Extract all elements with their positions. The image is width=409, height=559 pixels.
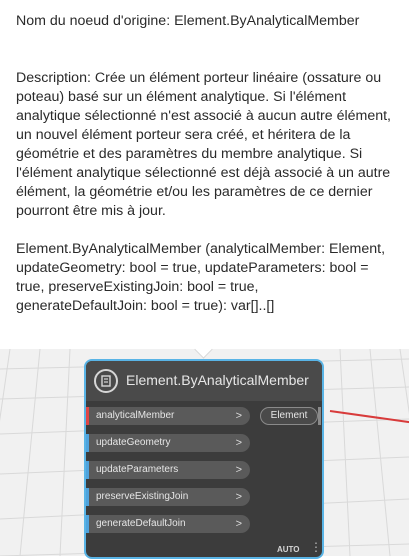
port-label: updateGeometry bbox=[96, 437, 171, 448]
node-title: Element.ByAnalyticalMember bbox=[126, 372, 309, 388]
output-port-marker bbox=[318, 407, 321, 425]
node-type-icon bbox=[94, 369, 118, 393]
input-port-preserve-existing-join[interactable] bbox=[86, 488, 250, 506]
output-port-element[interactable]: Element bbox=[260, 407, 318, 425]
chevron-right-icon[interactable]: > bbox=[235, 464, 242, 476]
chevron-right-icon[interactable]: > bbox=[235, 437, 242, 449]
chevron-right-icon[interactable]: > bbox=[235, 518, 242, 530]
chevron-right-icon[interactable]: > bbox=[235, 410, 242, 422]
port-label: preserveExistingJoin bbox=[96, 491, 189, 502]
input-port-generate-default-join[interactable] bbox=[86, 515, 250, 533]
more-options-icon[interactable]: ⋮ bbox=[310, 540, 322, 554]
port-label: analyticalMember bbox=[96, 410, 175, 421]
port-label: updateParameters bbox=[96, 464, 179, 475]
tooltip-signature: Element.ByAnalyticalMember (analyticalMember: Element, updateGeometry: bool = true, updateParameters: bool = true, preserveExistingJoin: bool = true, generateDefaultJoin: bool = true): var[]..[] bbox=[16, 241, 386, 314]
tooltip-description: Description: Crée un élément porteur linéaire (ossature ou poteau) basé sur un élément analytique. Si l'élément analytique sélectionné n'est associé à aucun autre élément, un nouvel élément porteur sera créé, et héritera de la géométrie et des paramètres du membre analytique. Si l'élément analytique sélectionné est déjà associé à un autre élément, la géométrie et/ou les paramètres de ce dernier pourront être mis à jour. bbox=[16, 70, 391, 219]
chevron-right-icon[interactable]: > bbox=[235, 491, 242, 503]
input-port-update-parameters[interactable] bbox=[86, 461, 250, 479]
input-port-update-geometry[interactable] bbox=[86, 434, 250, 452]
input-port-analytical-member[interactable] bbox=[86, 407, 250, 425]
node-header[interactable] bbox=[86, 361, 322, 401]
port-label: generateDefaultJoin bbox=[96, 518, 186, 529]
lacing-indicator[interactable]: AUTO bbox=[277, 545, 300, 554]
element-by-analytical-member-node[interactable] bbox=[84, 359, 324, 559]
tooltip-origin: Nom du noeud d'origine: Element.ByAnalyticalMember bbox=[16, 13, 360, 29]
